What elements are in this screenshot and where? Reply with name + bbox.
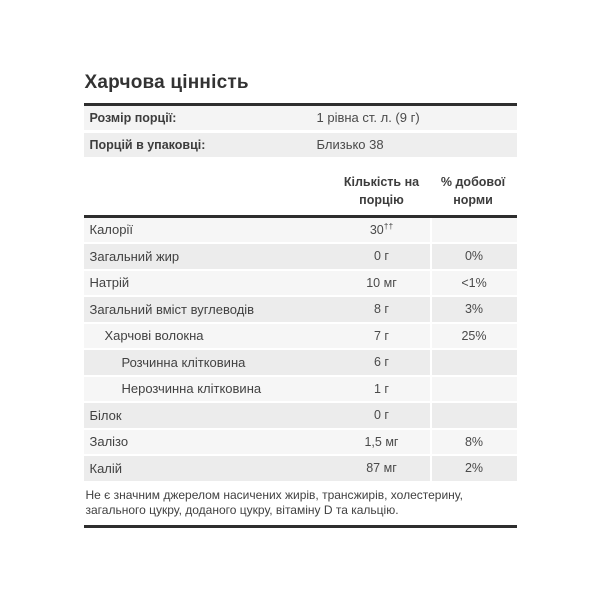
nutrient-daily-value: 0%: [432, 244, 517, 269]
table-row: [84, 350, 517, 375]
nutrient-amount: [334, 329, 430, 343]
table-row: [84, 218, 517, 243]
nutrient-label: Загальний жир: [89, 248, 180, 264]
header-amount-per-serving: Кількість на порцію: [343, 174, 420, 208]
nutrient-amount: [334, 408, 430, 422]
table-row: [84, 324, 517, 349]
nutrient-table: [84, 218, 517, 481]
row-main-cell: [84, 218, 430, 243]
nutrient-label: Натрій: [89, 275, 130, 291]
nutrient-amount: [334, 276, 430, 290]
nutrient-amount: [334, 220, 430, 237]
amount-superscript: ††: [383, 220, 394, 231]
row-main-cell: [84, 350, 430, 375]
amount-value: 0 г: [374, 249, 389, 264]
amount-value: 7 г: [374, 328, 389, 343]
table-row: [84, 430, 517, 455]
page-title: Харчова цінність: [84, 72, 249, 93]
serving-row: [84, 106, 517, 130]
row-main-cell: [84, 244, 430, 269]
nutrient-amount: [334, 355, 430, 369]
nutrient-label: Калій: [89, 460, 123, 476]
nutrient-amount: [334, 249, 430, 263]
nutrient-daily-value: [432, 350, 517, 375]
nutrient-amount: [334, 382, 430, 396]
table-row: [84, 244, 517, 269]
nutrient-daily-value: 8%: [432, 430, 517, 455]
nutrient-daily-value: 2%: [432, 456, 517, 481]
nutrient-amount: [334, 302, 430, 316]
table-row: [84, 297, 517, 322]
header-daily-value: % добової норми: [440, 174, 506, 208]
row-main-cell: [84, 324, 430, 349]
nutrient-daily-value: [432, 377, 517, 402]
serving-value: Близько 38: [316, 137, 384, 152]
amount-value: 87 мг: [366, 461, 397, 476]
nutrient-daily-value: [432, 218, 517, 243]
amount-value: 30: [369, 222, 384, 237]
nutrient-label: Залізо: [89, 434, 129, 450]
row-main-cell: [84, 377, 430, 402]
nutrient-daily-value: <1%: [432, 271, 517, 296]
table-row: [84, 456, 517, 481]
nutrient-label: Нерозчинна клітковина: [121, 381, 262, 397]
serving-label: Розмір порції:: [89, 110, 177, 125]
amount-value: 1,5 мг: [364, 434, 399, 449]
divider-bottom: [84, 525, 517, 528]
table-row: [84, 377, 517, 402]
serving-value: 1 рівна ст. л. (9 г): [316, 110, 420, 125]
amount-value: 0 г: [374, 408, 389, 423]
amount-value: 6 г: [374, 355, 389, 370]
footnote: Не є значним джерелом насичених жирів, трансжирів, холестерину, загального цукру, доданого цукру, вітаміну D та кальцію.: [85, 487, 463, 518]
nutrient-label: Калорії: [89, 222, 133, 238]
nutrient-daily-value: 25%: [432, 324, 517, 349]
amount-value: 10 мг: [366, 275, 397, 290]
row-main-cell: [84, 456, 430, 481]
nutrient-amount: [334, 461, 430, 475]
nutrient-daily-value: [432, 403, 517, 428]
nutrient-label: Харчові волокна: [104, 328, 204, 344]
nutrient-label: Загальний вміст вуглеводів: [89, 301, 255, 317]
row-main-cell: [84, 271, 430, 296]
nutrient-label: Білок: [89, 407, 122, 423]
row-main-cell: [84, 430, 430, 455]
nutrient-amount: [334, 435, 430, 449]
nutrition-panel: [84, 0, 517, 528]
serving-row: [84, 133, 517, 157]
amount-value: 1 г: [374, 381, 389, 396]
table-row: [84, 271, 517, 296]
serving-info-table: [84, 106, 517, 157]
nutrient-label: Розчинна клітковина: [121, 354, 246, 370]
serving-label: Порцій в упаковці:: [89, 137, 206, 152]
row-main-cell: [84, 297, 430, 322]
row-main-cell: [84, 403, 430, 428]
table-header-row: [84, 173, 517, 216]
table-row: [84, 403, 517, 428]
amount-value: 8 г: [374, 302, 389, 317]
nutrient-daily-value: 3%: [432, 297, 517, 322]
